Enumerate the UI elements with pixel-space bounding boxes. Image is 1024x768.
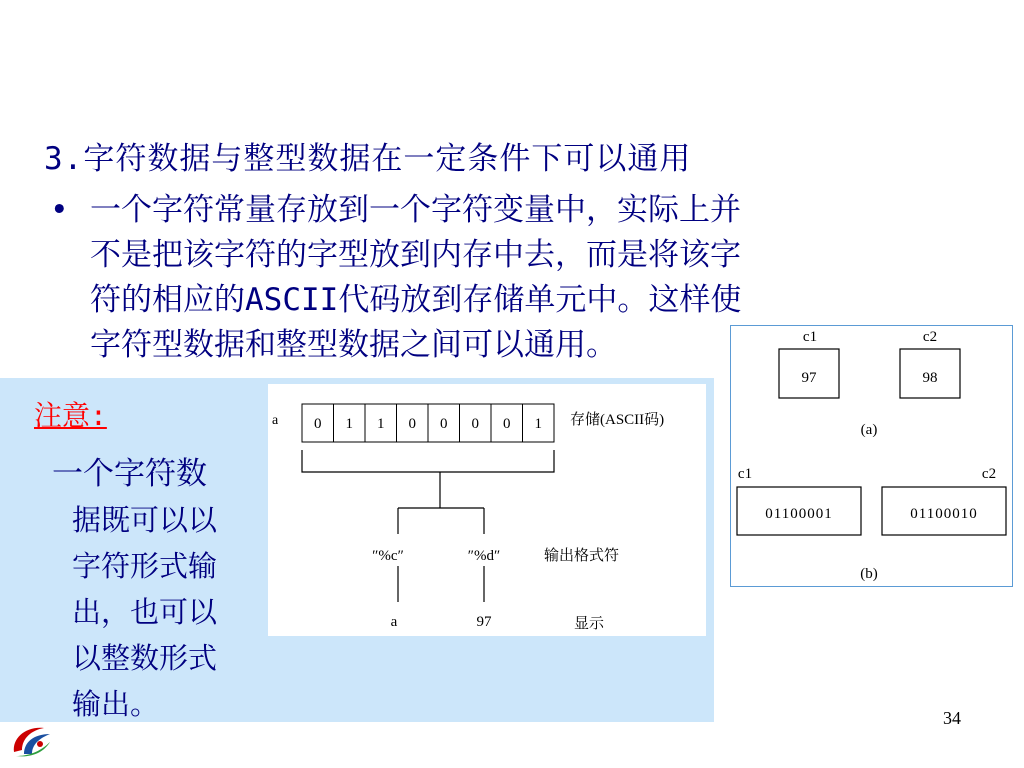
c2-label-a: c2 (922, 329, 938, 345)
display-int-value: 97 (476, 614, 492, 630)
note-body (72, 497, 217, 727)
c2-label-b: c2 (981, 466, 997, 482)
bit-value: 0 (408, 416, 416, 432)
caption-a: (a) (860, 422, 878, 438)
bit-value: 0 (471, 416, 479, 432)
note-line: 以整数形式 (72, 641, 218, 675)
note-line: 字符形式输 (72, 549, 218, 583)
format-char-label: ″%c″ (372, 548, 404, 564)
bit-value: 0 (503, 416, 511, 432)
c2-value-b: 01100010 (910, 506, 978, 522)
note-title: 注意: (34, 399, 107, 432)
format-caption: 输出格式符 (544, 548, 620, 564)
bit-cells (302, 404, 554, 442)
c1-label-a: c1 (802, 329, 818, 345)
bullet-line: 字符型数据和整型数据之间可以通用。 (90, 327, 617, 363)
c1-value-b: 01100001 (765, 506, 833, 522)
bullet-line: 符的相应的ASCII代码放到存储单元中。这样使 (90, 282, 742, 318)
page-number: 34 (943, 708, 961, 728)
display-caption: 显示 (574, 616, 605, 632)
bit-value: 1 (345, 416, 353, 432)
note-line: 输出。 (72, 687, 160, 721)
bracket-connector (302, 450, 554, 602)
bullet-marker: • (50, 192, 69, 228)
c2-value-a: 98 (922, 370, 938, 386)
bullet-line: 一个字符常量存放到一个字符变量中，实际上并 (90, 192, 741, 228)
storage-output-diagram (268, 384, 706, 636)
note-lead-line: 一个字符数 (52, 456, 207, 492)
bullet-line: 不是把该字符的字型放到内存中去，而是将该字 (90, 237, 741, 273)
bit-value: 1 (377, 416, 385, 432)
slide-heading: 3.字符数据与整型数据在一定条件下可以通用 (44, 141, 692, 177)
variable-storage-diagram (730, 325, 1013, 587)
caption-b: (b) (860, 566, 878, 582)
format-int-label: ″%d″ (467, 548, 501, 564)
storage-output-svg (268, 384, 706, 636)
c1-value-a: 97 (801, 370, 817, 386)
display-char-value: a (390, 614, 398, 630)
bit-value: 0 (314, 416, 322, 432)
storage-label: 存储(ASCII码) (570, 412, 665, 428)
variable-storage-svg (731, 326, 1012, 586)
bit-value: 1 (534, 416, 542, 432)
variable-name-label: a (272, 413, 279, 428)
c1-label-b: c1 (737, 466, 753, 482)
note-line: 出，也可以 (72, 595, 218, 629)
publisher-logo-icon (10, 722, 54, 758)
bit-value: 0 (440, 416, 448, 432)
note-line: 据既可以以 (72, 503, 218, 537)
